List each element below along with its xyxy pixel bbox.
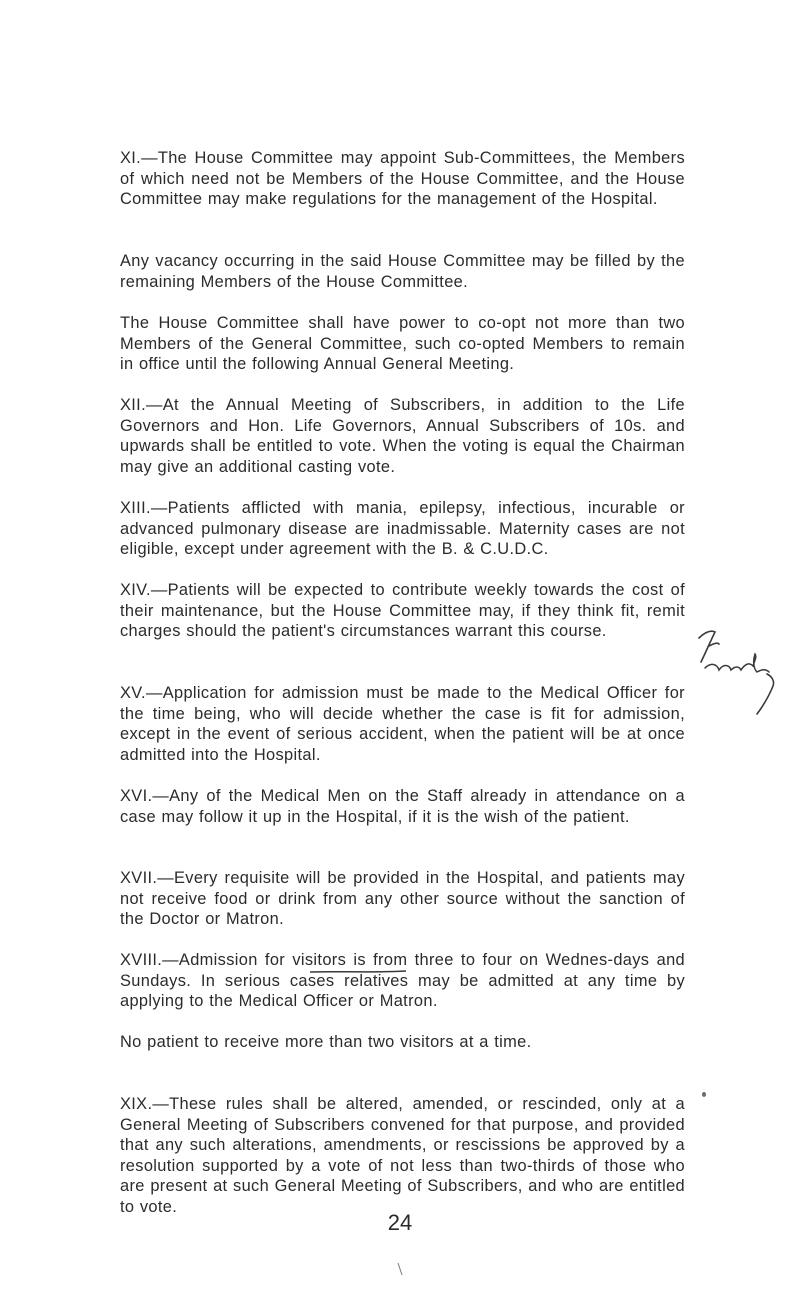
handwritten-annotation	[683, 600, 783, 720]
rule-xvii-paragraph: XVII.—Every requisite will be provided in the Hospital, and patients may not receive food or drink from any other source without the sanction of the Doctor or Matron.	[120, 869, 685, 928]
stray-dot	[702, 1092, 706, 1097]
visitors-limit-paragraph: No patient to receive more than two visitors at a time.	[120, 1033, 532, 1051]
rule-xix-paragraph: XIX.—These rules shall be altered, amended, or rescinded, only at a General Meeting of Subscribers convened for that purpose, and provided that any such alterations, amendments, or rescissions be approved by a resolution supported by a vote of not less than two-thirds of those who are present at such General Meeting of Subscribers, and who are entitled to vote.	[120, 1095, 685, 1216]
rule-xi-paragraph: XI.—The House Committee may appoint Sub-Committees, the Members of which need not be Members of the House Committee, and the House Committee may make regulations for the management of the Hospital.	[120, 149, 685, 208]
rule-xvi-paragraph: XVI.—Any of the Medical Men on the Staff already in attendance on a case may follow it up in the Hospital, if it is the wish of the patient.	[120, 787, 685, 826]
page-number: 24	[387, 1210, 413, 1235]
rule-xiv-paragraph: XIV.—Patients will be expected to contribute weekly towards the cost of their maintenance, but the House Committee may, if they think fit, remit charges should the patient's circumstances warrant this course.	[120, 581, 685, 640]
rule-xii-paragraph: XII.—At the Annual Meeting of Subscribers, in addition to the Life Governors and Hon. Life Governors, Annual Subscribers of 10s. and upwards shall be entitled to vote. When the voting is equal the Chairman may give an additional casting vote.	[120, 396, 685, 476]
stray-tick	[396, 1262, 404, 1276]
rule-xv-paragraph: XV.—Application for admission must be made to the Medical Officer for the time being, who will decide whether the case is fit for admission, except in the event of serious accident, when the patient will be at once admitted into the Hospital.	[120, 684, 685, 764]
rule-xiii-paragraph: XIII.—Patients afflicted with mania, epilepsy, infectious, incurable or advanced pulmonary disease are inadmissable. Maternity cases are not eligible, except under agreement with the B. & C.U.D.C.	[120, 499, 685, 558]
co-opt-paragraph: The House Committee shall have power to co-opt not more than two Members of the General Committee, such co-opted Members to remain in office until the following Annual General Meeting.	[120, 314, 685, 373]
rule-xviii-paragraph: XVIII.—Admission for visitors is from three to four on Wednes-days and Sundays. In serious cases relatives may be admitted at any time by applying to the Medical Officer or Matron.	[120, 951, 685, 1010]
vacancy-paragraph: Any vacancy occurring in the said House Committee may be filled by the remaining Members of the House Committee.	[120, 252, 685, 291]
strikethrough-mark	[308, 966, 408, 978]
